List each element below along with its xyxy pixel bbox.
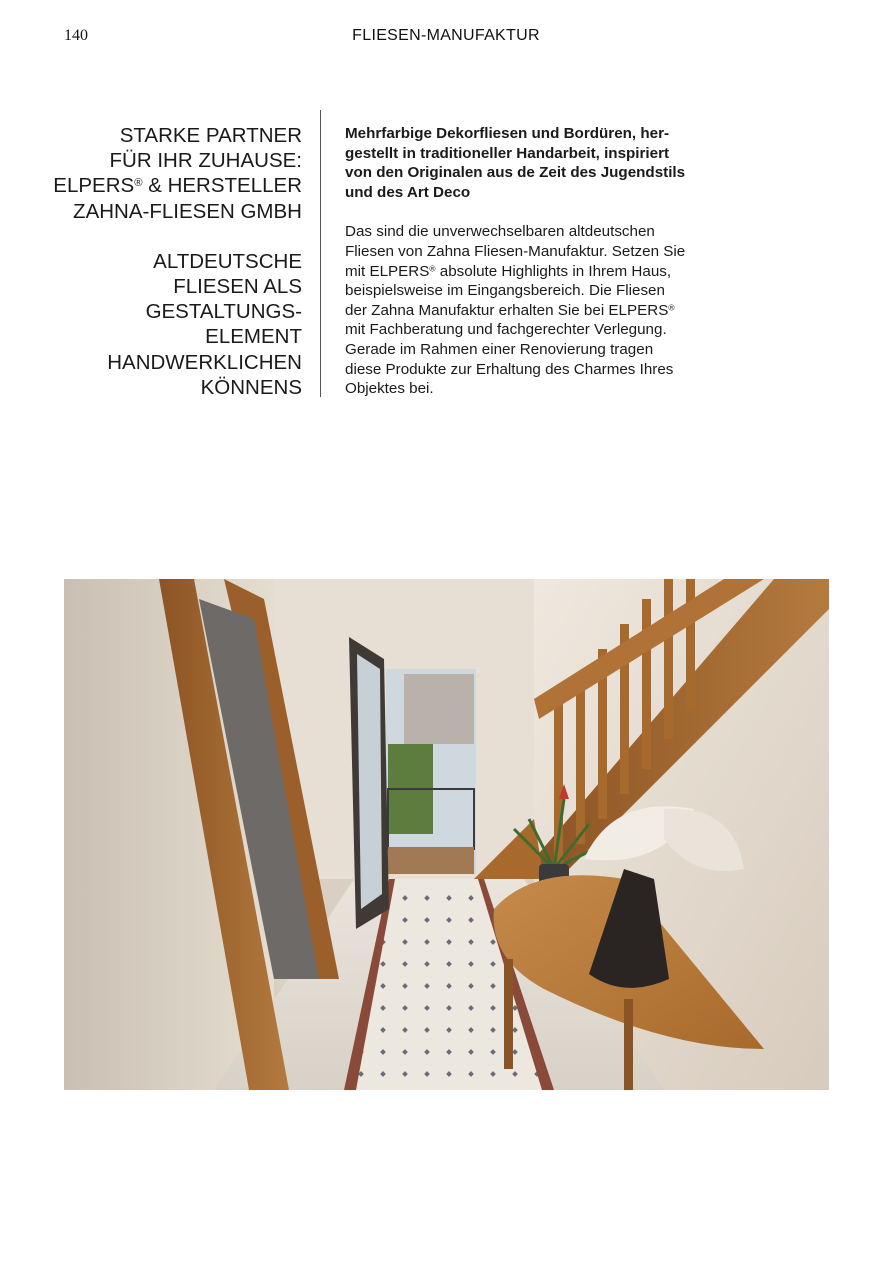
- running-title: FLIESEN-MANUFAKTUR: [352, 27, 540, 44]
- subheading-line: KÖNNENS: [200, 375, 302, 399]
- subheading-line: ALTDEUTSCHE: [153, 249, 302, 273]
- body-line: Das sind die unverwechselbaren altdeutschen: [345, 223, 655, 241]
- table-leg: [504, 959, 513, 1069]
- hallway-photo: [64, 579, 829, 1090]
- body-fragment: absolute Highlights in Ihrem Haus,: [435, 262, 672, 280]
- registered-mark: ®: [668, 302, 675, 313]
- article: [345, 124, 725, 399]
- subheading-line: GESTALTUNGS-: [145, 300, 302, 324]
- body-line: [345, 262, 725, 282]
- subheading-line: HANDWERKLICHEN: [107, 350, 302, 374]
- heading-line: STARKE PARTNER: [119, 124, 302, 147]
- body-line: [345, 301, 725, 321]
- body-fragment: der Zahna Manufaktur erhalten Sie bei ELPERS: [345, 301, 669, 319]
- column-divider: [320, 110, 321, 397]
- lead-line: und des Art Deco: [345, 183, 471, 201]
- body-line: beispielsweise im Eingangsbereich. Die Fliesen: [345, 282, 665, 300]
- page-number: 140: [64, 27, 88, 44]
- body-fragment: mit ELPERS: [345, 262, 430, 280]
- article-body: [345, 222, 725, 398]
- body-line: Gerade im Rahmen einer Renovierung tragen: [345, 340, 654, 358]
- subheading-line: ELEMENT: [205, 325, 302, 349]
- heading-brand: ELPERS: [53, 174, 135, 198]
- outside-house: [404, 674, 474, 744]
- lead-line: von den Originalen aus de Zeit des Jugendstils: [345, 164, 686, 182]
- heading-line: [40, 173, 302, 198]
- open-door-glass: [357, 654, 382, 909]
- body-line: diese Produkte zur Erhaltung des Charmes Ihres: [345, 360, 674, 378]
- body-line: Fliesen von Zahna Fliesen-Manufaktur. Setzen Sie: [345, 242, 686, 260]
- heading-block: [40, 123, 302, 224]
- subheading-line: FLIESEN ALS: [173, 275, 302, 299]
- article-lead: [345, 124, 725, 202]
- registered-mark: ®: [429, 262, 436, 273]
- heading-brand-suffix: ® & HERSTELLER: [134, 174, 302, 198]
- subheading-block: [40, 249, 302, 400]
- heading-line: FÜR IHR ZUHAUSE:: [109, 149, 302, 173]
- registered-mark: ®: [134, 177, 143, 190]
- outside-deck: [388, 847, 474, 874]
- lead-line: gestellt in traditioneller Handarbeit, inspiriert: [345, 144, 670, 162]
- heading-line: ZAHNA-FLIESEN GMBH: [73, 199, 302, 223]
- sidebar-heading: [40, 123, 302, 400]
- table-leg: [624, 999, 633, 1090]
- lead-line: Mehrfarbige Dekorfliesen und Bordüren, her-: [345, 125, 670, 142]
- body-line: Objektes bei.: [345, 380, 434, 398]
- body-line: mit Fachberatung und fachgerechter Verlegung.: [345, 321, 667, 339]
